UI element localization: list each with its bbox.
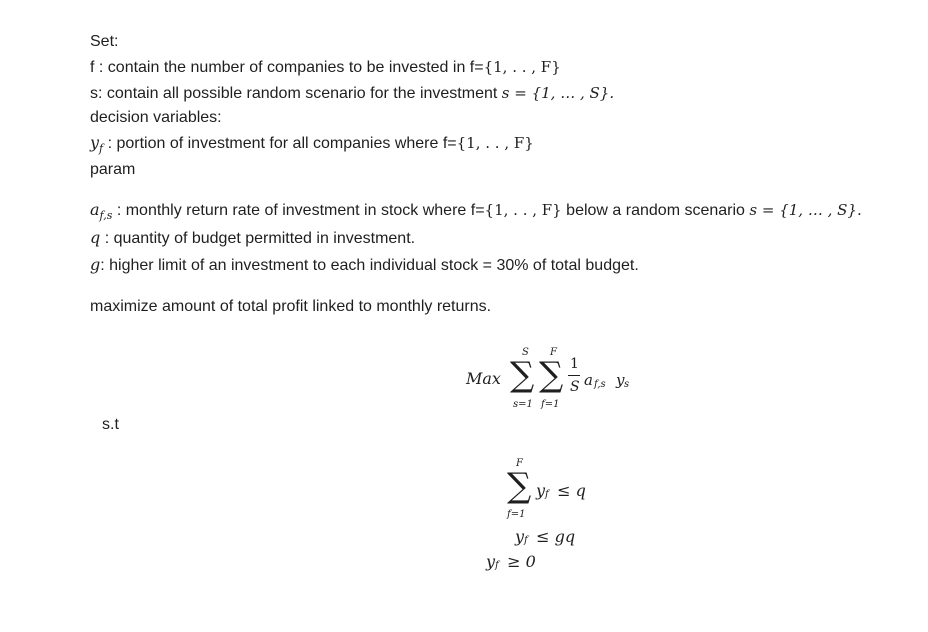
- c1-sum-upper: F: [516, 458, 523, 469]
- sum1-upper: S: [522, 347, 529, 358]
- c3-y: y: [486, 552, 496, 571]
- decision-heading: decision variables:: [90, 109, 222, 126]
- set-heading: Set:: [90, 33, 119, 50]
- c1-y: y: [536, 481, 546, 500]
- y-sub: f: [99, 142, 104, 155]
- a-text2: below a random scenario: [561, 202, 750, 219]
- a-text: : monthly return rate of investment in stock where f=: [112, 202, 485, 219]
- sum1-sigma: ∑: [510, 355, 535, 395]
- y-symbol: y: [90, 133, 100, 152]
- objective-equation: [466, 344, 646, 414]
- a-sub: f,s: [99, 209, 113, 222]
- fraction-bar: [568, 375, 580, 376]
- c3-relation: ≥ 0: [502, 552, 536, 571]
- a-set2: s = {1, … , S}.: [749, 201, 862, 219]
- f-text: : contain the number of companies to be invested in f=: [94, 59, 484, 76]
- sum2-upper: F: [550, 347, 557, 358]
- objective-text: maximize amount of total profit linked to monthly returns.: [90, 298, 492, 315]
- c1-sigma: ∑: [507, 466, 532, 506]
- param-heading: param: [90, 161, 136, 178]
- c1-sum-lower: f=1: [507, 509, 526, 520]
- sum1-lower: s=1: [513, 399, 533, 410]
- c3-y-sub: f: [495, 560, 499, 571]
- obj-a: a: [584, 371, 593, 389]
- param-g-line: [90, 255, 639, 276]
- a-set: {1, . . , F}: [484, 201, 562, 219]
- s-label: s: [90, 85, 98, 102]
- f-label: f: [90, 59, 95, 76]
- c2-relation: ≤ gq: [531, 527, 576, 546]
- param-q-line: [90, 228, 415, 249]
- c1-relation: ≤ q: [552, 481, 586, 500]
- sum2-lower: f=1: [541, 399, 560, 410]
- fraction-numerator: 1: [570, 356, 579, 372]
- param-a-line: [90, 200, 862, 222]
- sum2-sigma: ∑: [539, 355, 564, 395]
- f-set: {1, . . , F}: [483, 58, 561, 76]
- constraint-sum: [504, 456, 614, 524]
- decision-y-line: [90, 133, 534, 155]
- c2-y-sub: f: [524, 535, 528, 546]
- set-f-line: [90, 57, 561, 78]
- s-set: s = {1, … , S}.: [501, 84, 615, 102]
- max-label: Max: [466, 369, 501, 388]
- q-text: : quantity of budget permitted in investment.: [100, 230, 416, 247]
- c1-y-sub: f: [545, 489, 549, 500]
- obj-y: y: [616, 371, 625, 389]
- c2-y: y: [515, 527, 525, 546]
- y-text: : portion of investment for all companies where f=: [103, 135, 457, 152]
- obj-y-sub: s: [624, 379, 630, 390]
- y-set: {1, . . , F}: [456, 134, 534, 152]
- a-symbol: a: [90, 200, 100, 219]
- constraint-nonnegativity: [486, 552, 566, 574]
- g-text: : higher limit of an investment to each individual stock = 30% of total budget.: [100, 257, 639, 274]
- st-label: s.t: [102, 416, 119, 433]
- set-s-line: [90, 83, 614, 104]
- s-text: : contain all possible random scenario for the investment: [98, 85, 502, 102]
- obj-a-sub: f,s: [594, 379, 606, 390]
- q-symbol: q: [90, 228, 101, 247]
- constraint-upper-bound: [515, 527, 605, 549]
- fraction-denominator: S: [570, 379, 580, 395]
- g-symbol: g: [90, 255, 101, 274]
